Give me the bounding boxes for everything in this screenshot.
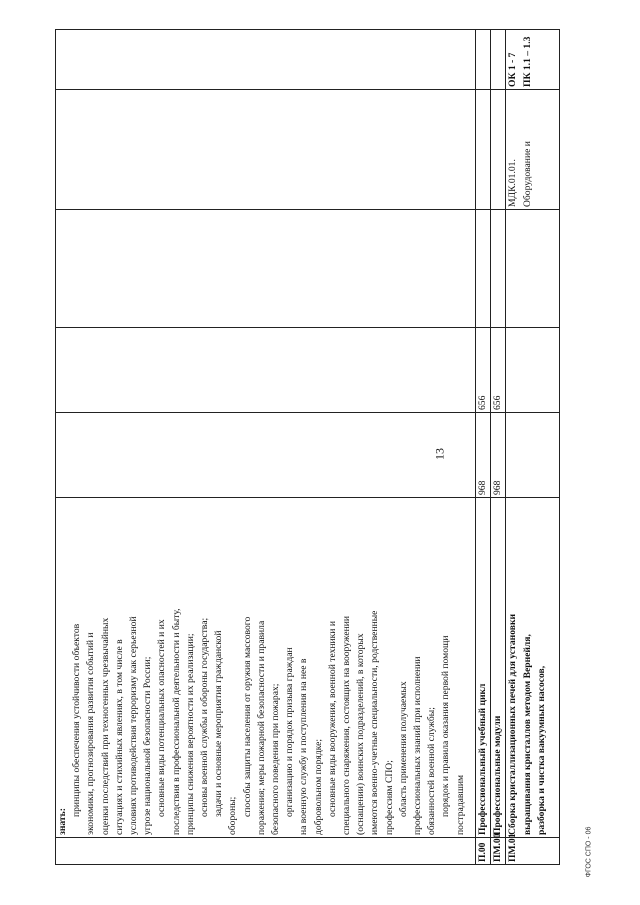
compulsory-hours-cell <box>56 328 476 413</box>
footer-mark: ФГОС СПО - 06 <box>585 826 593 878</box>
knowledge-line: принципы снижения вероятности их реализации; <box>184 633 196 835</box>
empty-cell <box>476 90 491 210</box>
table-row-knowledge <box>56 30 476 865</box>
knowledge-line: обязанностей военной службы; <box>426 707 438 835</box>
row-code: ПМ.00 <box>491 838 506 865</box>
knowledge-line: поражения; меры пожарной безопасности и правила <box>255 620 267 835</box>
row-compulsory-hours: 656 <box>476 328 491 413</box>
empty-cell <box>476 210 491 328</box>
curriculum-table <box>55 29 560 865</box>
empty-cell <box>491 210 506 328</box>
knowledge-line: порядок и правила оказания первой помощи <box>440 635 452 817</box>
row-code-cell <box>56 838 476 865</box>
knowledge-line: принципы обеспечения устойчивости объектов <box>71 623 83 817</box>
knowledge-line: способы защиты населения от оружия массового <box>241 616 253 817</box>
competence-cell <box>506 30 560 90</box>
name-line: Сборка кристаллизационных печей для установки <box>507 614 519 835</box>
empty-cell <box>506 210 560 328</box>
knowledge-line: (оснащении) воинских подразделений, в которых <box>355 633 367 835</box>
row-total-hours: 968 <box>491 413 506 498</box>
empty-cell <box>476 30 491 90</box>
name-line: разборка и чистка вакуумных насосов, <box>535 665 547 835</box>
mdk-line: МДК.01.01. <box>507 159 519 207</box>
row-total-hours: 968 <box>476 413 491 498</box>
knowledge-line: профессиям СПО; <box>383 760 395 835</box>
total-hours-cell <box>56 413 476 498</box>
knowledge-line: задачи и основные мероприятия гражданской <box>213 630 225 817</box>
knowledge-line: угрозе национальной безопасности России; <box>142 656 154 835</box>
empty-cell <box>491 30 506 90</box>
empty-cell <box>491 90 506 210</box>
row-name <box>506 498 560 838</box>
knowledge-line: безопасного поведения при пожарах; <box>270 683 282 835</box>
table-row-pm00 <box>491 30 506 865</box>
knowledge-line: оценки последствий при техногенных чрезвычайных <box>99 617 111 835</box>
row-code: П.00 <box>476 838 491 865</box>
knowledge-header: знать: <box>57 808 68 835</box>
row-compulsory-hours <box>506 328 560 413</box>
competence-line: ПК 1.1 – 1.3 <box>521 36 533 87</box>
row-name: Профессиональный учебный цикл <box>476 498 491 838</box>
knowledge-cell <box>56 498 476 838</box>
empty-cell <box>56 210 476 328</box>
knowledge-line: основные виды вооружения, военной техники и <box>326 621 338 817</box>
knowledge-line: обороны; <box>227 796 239 835</box>
knowledge-line: область применения получаемых <box>397 681 409 817</box>
table-row-p00 <box>476 30 491 865</box>
knowledge-line: ситуациях и стихийных явлениях, в том числе в <box>113 639 125 835</box>
row-code: ПМ.01 <box>506 838 560 865</box>
table-row-pm01 <box>506 30 560 865</box>
mdk-line: Оборудование и <box>521 141 533 207</box>
knowledge-line: на военную службу и поступления на нее в <box>298 658 310 835</box>
knowledge-line: специального снаряжения, состоящих на вооружении <box>341 615 353 835</box>
knowledge-lines <box>70 500 468 835</box>
competence-line: ОК 1 - 7 <box>507 52 519 87</box>
knowledge-line: экономики, прогнозирования развития событий и <box>85 632 97 835</box>
row-compulsory-hours: 656 <box>491 328 506 413</box>
mdk-cell <box>506 90 560 210</box>
rotated-page <box>55 30 560 865</box>
knowledge-line: основные виды потенциальных опасностей и их <box>156 619 168 817</box>
knowledge-line: последствия в профессиональной деятельности и быту, <box>170 608 182 835</box>
knowledge-line: имеются военно-учетные специальности, родственные <box>369 610 381 835</box>
knowledge-line: условиях противодействия терроризму как серьезной <box>128 616 140 835</box>
row-total-hours <box>506 413 560 498</box>
competence-cell <box>56 30 476 90</box>
knowledge-line: добровольном порядке; <box>312 738 324 835</box>
name-line: выращивания кристаллов методом Вернейля, <box>521 634 533 835</box>
row-name: Профессиональные модули <box>491 498 506 838</box>
page-number: 13 <box>432 448 447 460</box>
knowledge-line: профессиональных знаний при исполнении <box>412 656 424 835</box>
mdk-cell <box>56 90 476 210</box>
knowledge-line: основы военной службы и обороны государства; <box>199 617 211 817</box>
knowledge-line: пострадавшим <box>454 774 466 835</box>
knowledge-line: организацию и порядок призыва граждан <box>284 647 296 817</box>
